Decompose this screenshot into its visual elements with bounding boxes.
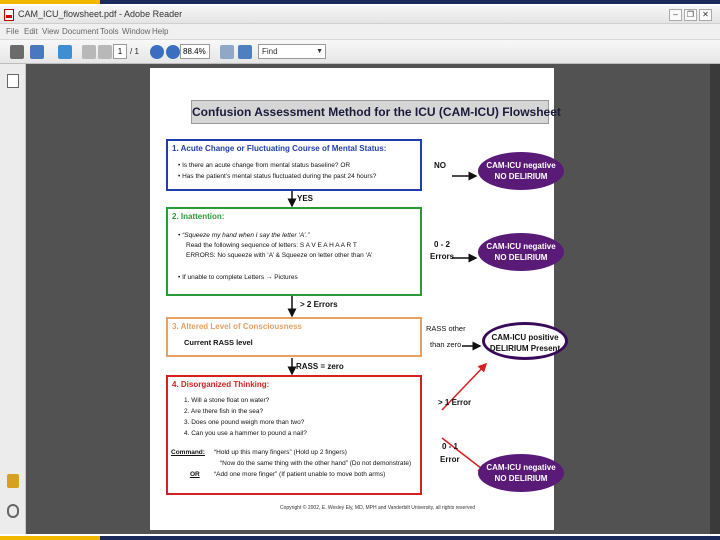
feature-4-command-2: “Now do the same thing with the other hand” (Do not demonstrate)	[220, 460, 412, 467]
pdf-page	[150, 68, 561, 530]
minimize-button[interactable]: –	[669, 9, 682, 21]
feature-4-or-label: OR	[190, 471, 200, 478]
menu-document[interactable]: Document	[62, 27, 99, 36]
label-yes: YES	[297, 194, 314, 203]
zoom-out-icon[interactable]	[150, 45, 164, 59]
copyright-notice: Copyright © 2002, E. Wesley Ely, MD, MPH and Vanderbilt University, all rights reserved	[280, 505, 476, 511]
outcome-positive: CAM-ICU positive DELIRIUM Present	[482, 322, 568, 360]
toolbar	[0, 40, 720, 64]
feature-2-heading: 2. Inattention:	[172, 212, 225, 221]
menu-file[interactable]: File	[6, 27, 19, 36]
zoom-select[interactable]: 88.4%	[180, 44, 210, 59]
outcome-negative-1: CAM-ICU negative NO DELIRIUM	[478, 152, 564, 190]
menu-view[interactable]: View	[42, 27, 60, 36]
menu-edit[interactable]: Edit	[24, 27, 38, 36]
label-error-word: Error	[440, 455, 460, 464]
title-bar	[0, 6, 720, 24]
email-icon[interactable]	[30, 45, 44, 59]
menu-bar	[0, 24, 720, 40]
outcome-negative-3: CAM-ICU negative NO DELIRIUM	[478, 454, 564, 492]
feature-4-question-3: 3. Does one pound weigh more than two?	[184, 419, 305, 426]
feature-4-command-3: “Add one more finger” (If patient unable to move both arms)	[214, 471, 386, 478]
menu-tools[interactable]: Tools	[100, 27, 119, 36]
next-page-icon[interactable]	[98, 45, 112, 59]
share-icon[interactable]	[58, 45, 72, 59]
feature-4-command-label: Command:	[171, 449, 205, 456]
find-input[interactable]: Find ▼	[258, 44, 326, 59]
vertical-scrollbar[interactable]	[710, 64, 720, 534]
feature-2-sequence: Read the following sequence of letters: S A V E A H A A R T	[186, 242, 357, 249]
pdf-file-icon	[4, 9, 14, 21]
navigation-pane	[0, 64, 26, 534]
label-rass-other-2: than zero	[430, 340, 462, 349]
feature-3-heading: 3. Altered Level of Consciousness	[172, 322, 302, 331]
window-title: CAM_ICU_flowsheet.pdf - Adobe Reader	[18, 9, 183, 19]
bottom-accent-stripe	[0, 534, 720, 540]
feature-4-box	[166, 375, 422, 495]
label-rass-zero: RASS = zero	[296, 362, 344, 371]
label-gt-1-error: > 1 Error	[438, 398, 472, 407]
feature-2-box	[166, 207, 422, 296]
chevron-down-icon: ▼	[316, 48, 323, 55]
pages-icon[interactable]	[7, 74, 19, 88]
feature-4-heading: 4. Disorganized Thinking:	[172, 380, 270, 389]
feature-2-instruction: • “Squeeze my hand when I say the letter ‘A’.”	[178, 232, 310, 239]
print-icon[interactable]	[10, 45, 24, 59]
label-errors-range: 0 - 2	[434, 240, 451, 249]
flowsheet-title: Confusion Assessment Method for the ICU (CAM-ICU) Flowsheet	[191, 100, 549, 124]
label-errors-word: Errors	[430, 252, 455, 261]
comments-icon[interactable]	[7, 474, 19, 488]
page-total: / 1	[130, 47, 139, 56]
fit-page-icon[interactable]	[220, 45, 234, 59]
feature-4-command-1: “Hold up this many fingers” (Hold up 2 fingers)	[214, 449, 347, 456]
menu-window[interactable]: Window	[122, 27, 151, 36]
zoom-in-icon[interactable]	[166, 45, 180, 59]
feature-1-box	[166, 139, 422, 191]
document-viewer[interactable]	[26, 64, 720, 534]
feature-3-rass: Current RASS level	[184, 338, 253, 347]
restore-button[interactable]: ❐	[684, 9, 697, 21]
feature-1-question-2: • Has the patient’s mental status fluctuated during the past 24 hours?	[178, 173, 377, 180]
outcome-negative-2: CAM-ICU negative NO DELIRIUM	[478, 233, 564, 271]
label-rass-other-1: RASS other	[426, 324, 466, 333]
feature-4-question-2: 2. Are there fish in the sea?	[184, 408, 264, 415]
fit-width-icon[interactable]	[238, 45, 252, 59]
feature-4-question-1: 1. Will a stone float on water?	[184, 397, 270, 404]
label-no: NO	[434, 161, 446, 170]
prev-page-icon[interactable]	[82, 45, 96, 59]
feature-2-errors: ERRORS: No squeeze with ‘A’ & Squeeze on letter other than ‘A’	[186, 252, 373, 259]
page-number-input[interactable]: 1	[113, 44, 127, 59]
menu-help[interactable]: Help	[152, 27, 169, 36]
feature-1-question-1: • Is there an acute change from mental status baseline? OR	[178, 162, 351, 169]
label-gt-2-errors: > 2 Errors	[300, 300, 338, 309]
feature-2-pictures-note: • If unable to complete Letters → Pictures	[178, 274, 298, 281]
close-button[interactable]: ✕	[699, 9, 712, 21]
feature-3-box	[166, 317, 422, 357]
feature-4-question-4: 4. Can you use a hammer to pound a nail?	[184, 430, 307, 437]
attachment-icon[interactable]	[7, 504, 19, 518]
label-error-range: 0 - 1	[442, 442, 459, 451]
feature-1-heading: 1. Acute Change or Fluctuating Course of Mental Status:	[172, 144, 387, 153]
